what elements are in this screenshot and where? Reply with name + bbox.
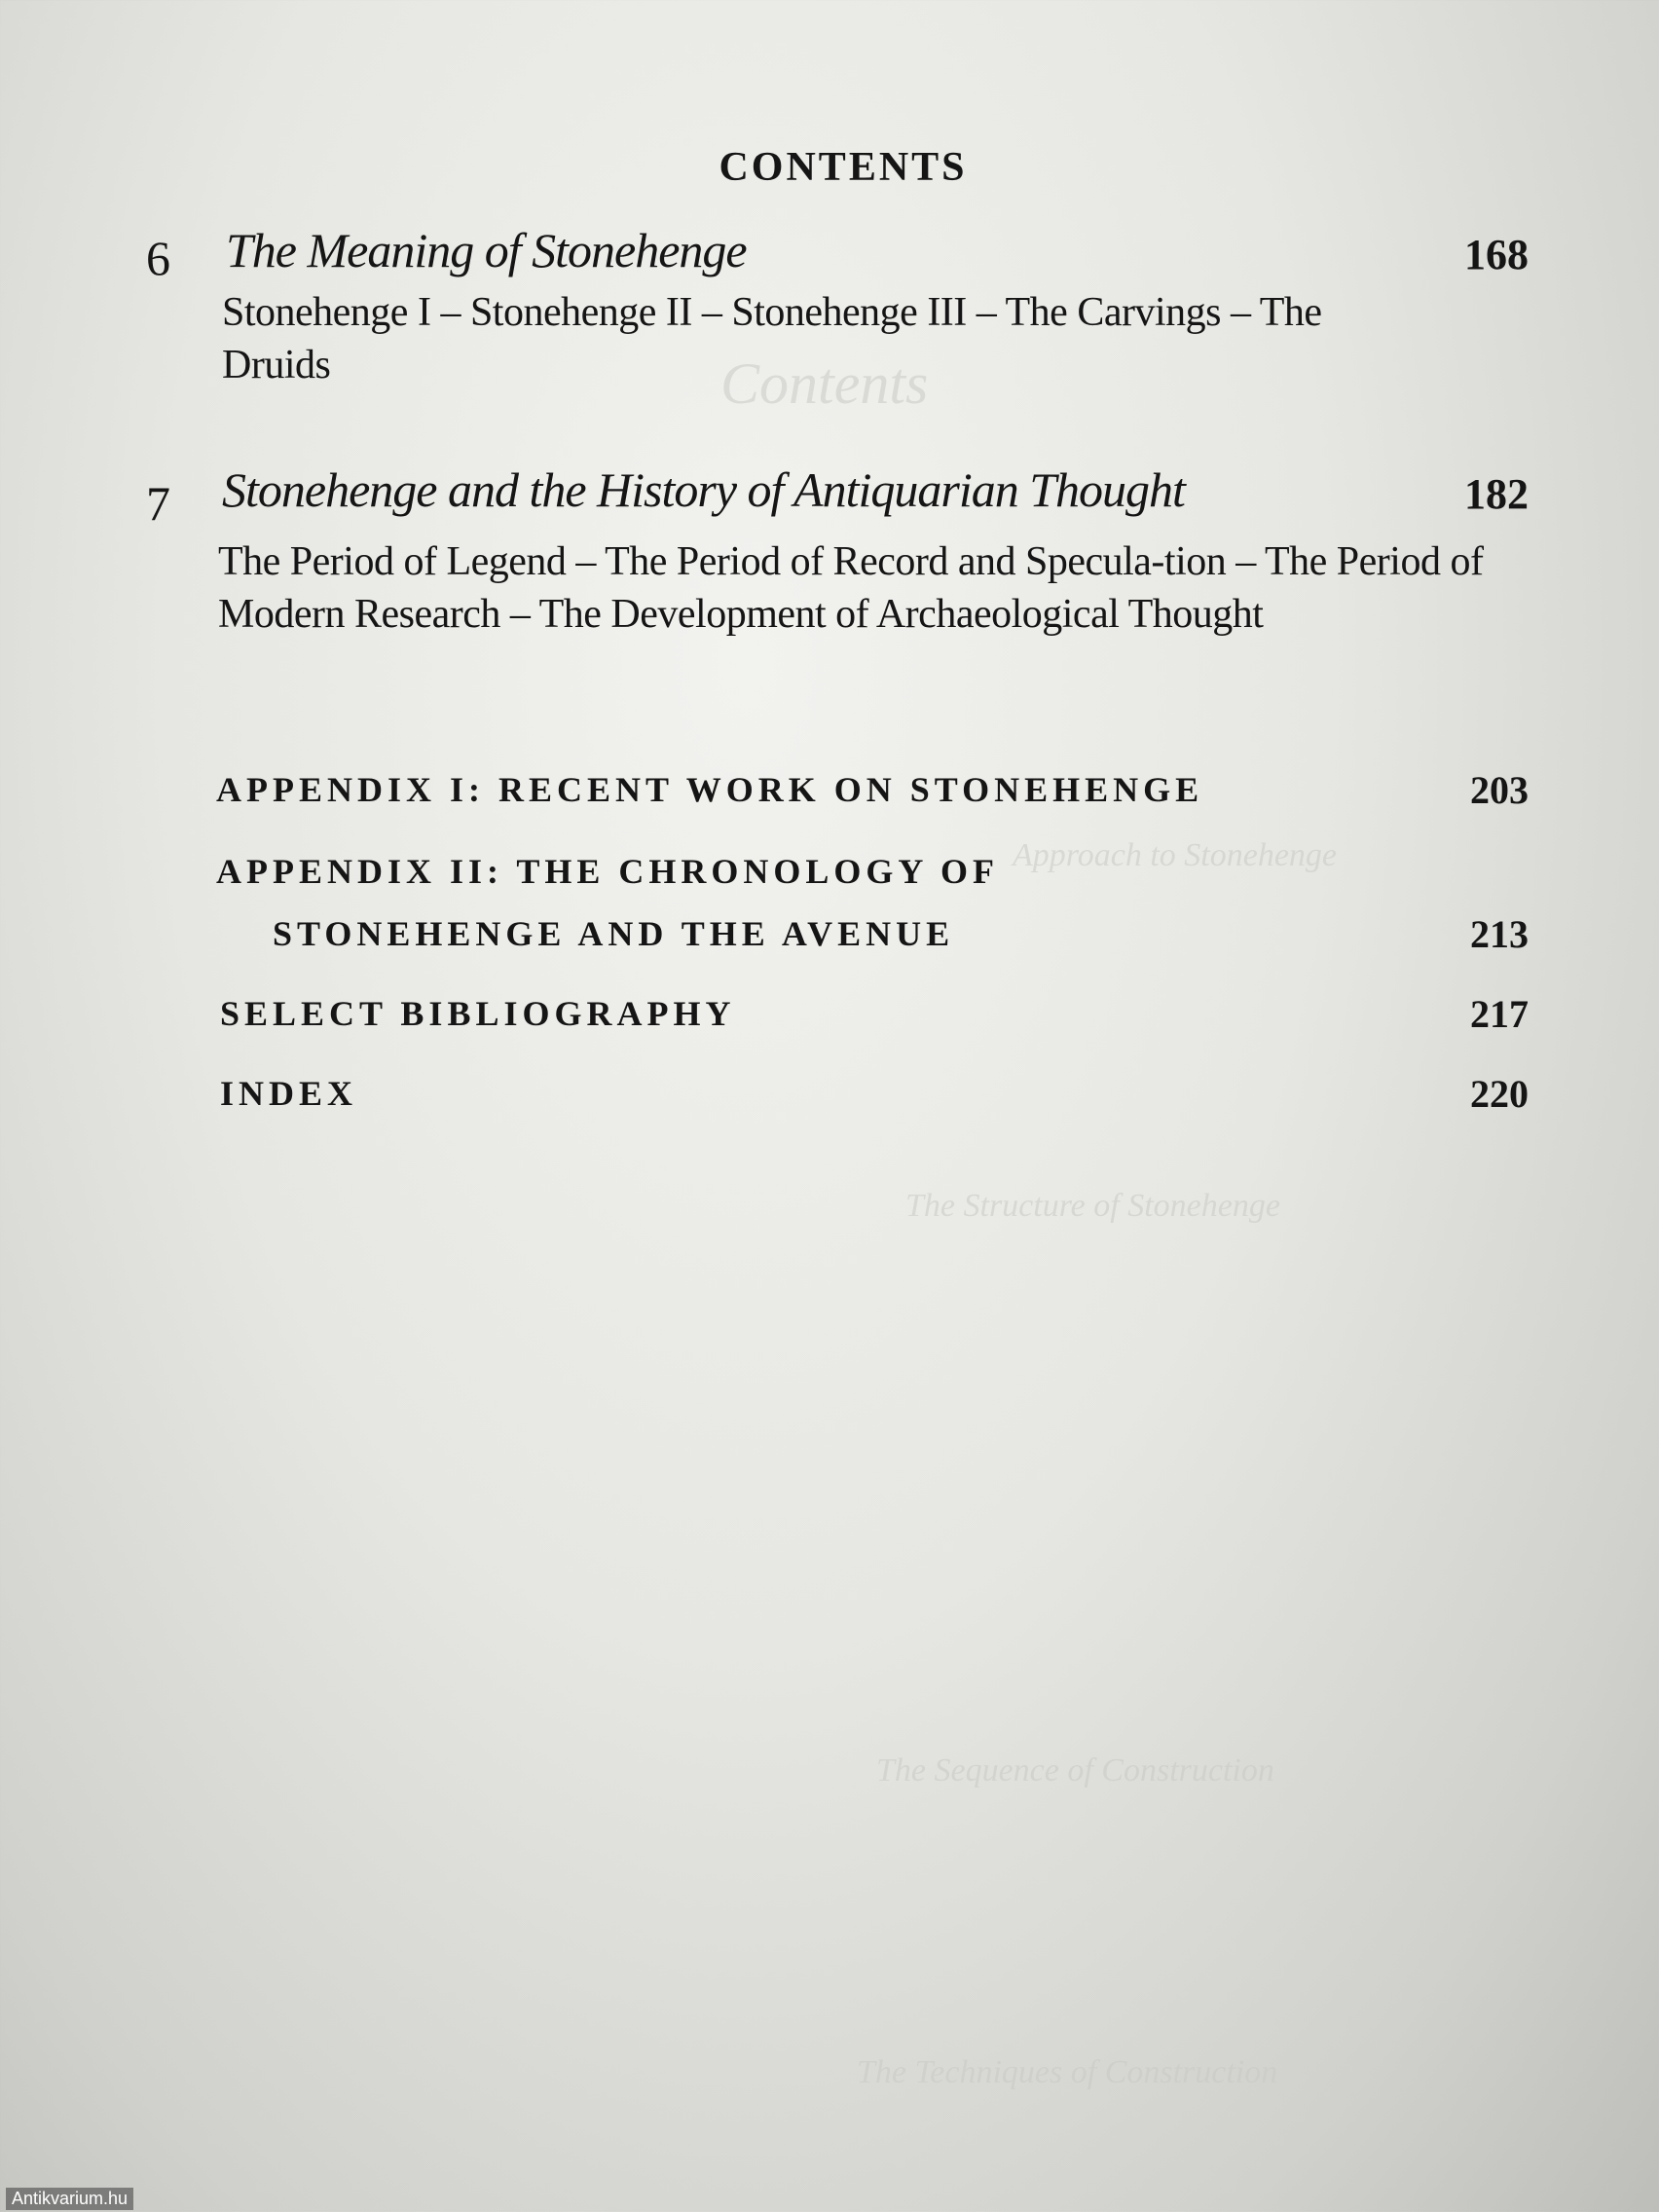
chapter-7 bbox=[146, 461, 1529, 705]
entry-title: INDEX bbox=[220, 1074, 358, 1113]
page-number: 213 bbox=[1470, 912, 1529, 956]
toc-entry-bibliography bbox=[220, 993, 1529, 1034]
chapter-title: Stonehenge and the History of Antiquarian Thought bbox=[222, 462, 1185, 517]
show-through-text: The Techniques of Construction bbox=[857, 2054, 1278, 2090]
page-number: 217 bbox=[1470, 992, 1529, 1036]
chapter-6 bbox=[146, 222, 1529, 407]
show-through-text: Contents bbox=[720, 351, 929, 416]
entry-title: SELECT BIBLIOGRAPHY bbox=[220, 994, 736, 1033]
show-through-text: The Structure of Stonehenge bbox=[905, 1188, 1280, 1224]
chapter-title: The Meaning of Stonehenge bbox=[226, 223, 747, 277]
page-number: 182 bbox=[1464, 470, 1529, 518]
chapter-number: 7 bbox=[146, 476, 170, 531]
page-title: CONTENTS bbox=[719, 145, 968, 190]
watermark: Antikvarium.hu bbox=[6, 2188, 133, 2210]
entry-title: APPENDIX II: THE CHRONOLOGY OF bbox=[216, 852, 1000, 891]
chapter-sections: Stonehenge I – Stonehenge II – Stonehenge III – The Carvings – The Druids bbox=[222, 290, 1322, 387]
entry-title-continued: STONEHENGE AND THE AVENUE bbox=[273, 914, 955, 953]
chapter-sections: The Period of Legend – The Period of Record and Specula-tion – The Period of Modern Research – The Development of Archaeological Thought bbox=[218, 539, 1484, 637]
entry-title: APPENDIX I: RECENT WORK ON STONEHENGE bbox=[216, 770, 1204, 809]
show-through-text: The Sequence of Construction bbox=[876, 1752, 1274, 1788]
toc-entry-index bbox=[220, 1073, 1529, 1114]
show-through-text: Approach to Stonehenge bbox=[1013, 837, 1337, 873]
page-number: 220 bbox=[1470, 1072, 1529, 1116]
toc-entry-appendix-2 bbox=[216, 851, 1529, 958]
toc-entry-appendix-1 bbox=[216, 769, 1529, 810]
chapter-number: 6 bbox=[146, 231, 170, 285]
page-number: 203 bbox=[1470, 768, 1529, 812]
page-number: 168 bbox=[1464, 231, 1529, 278]
